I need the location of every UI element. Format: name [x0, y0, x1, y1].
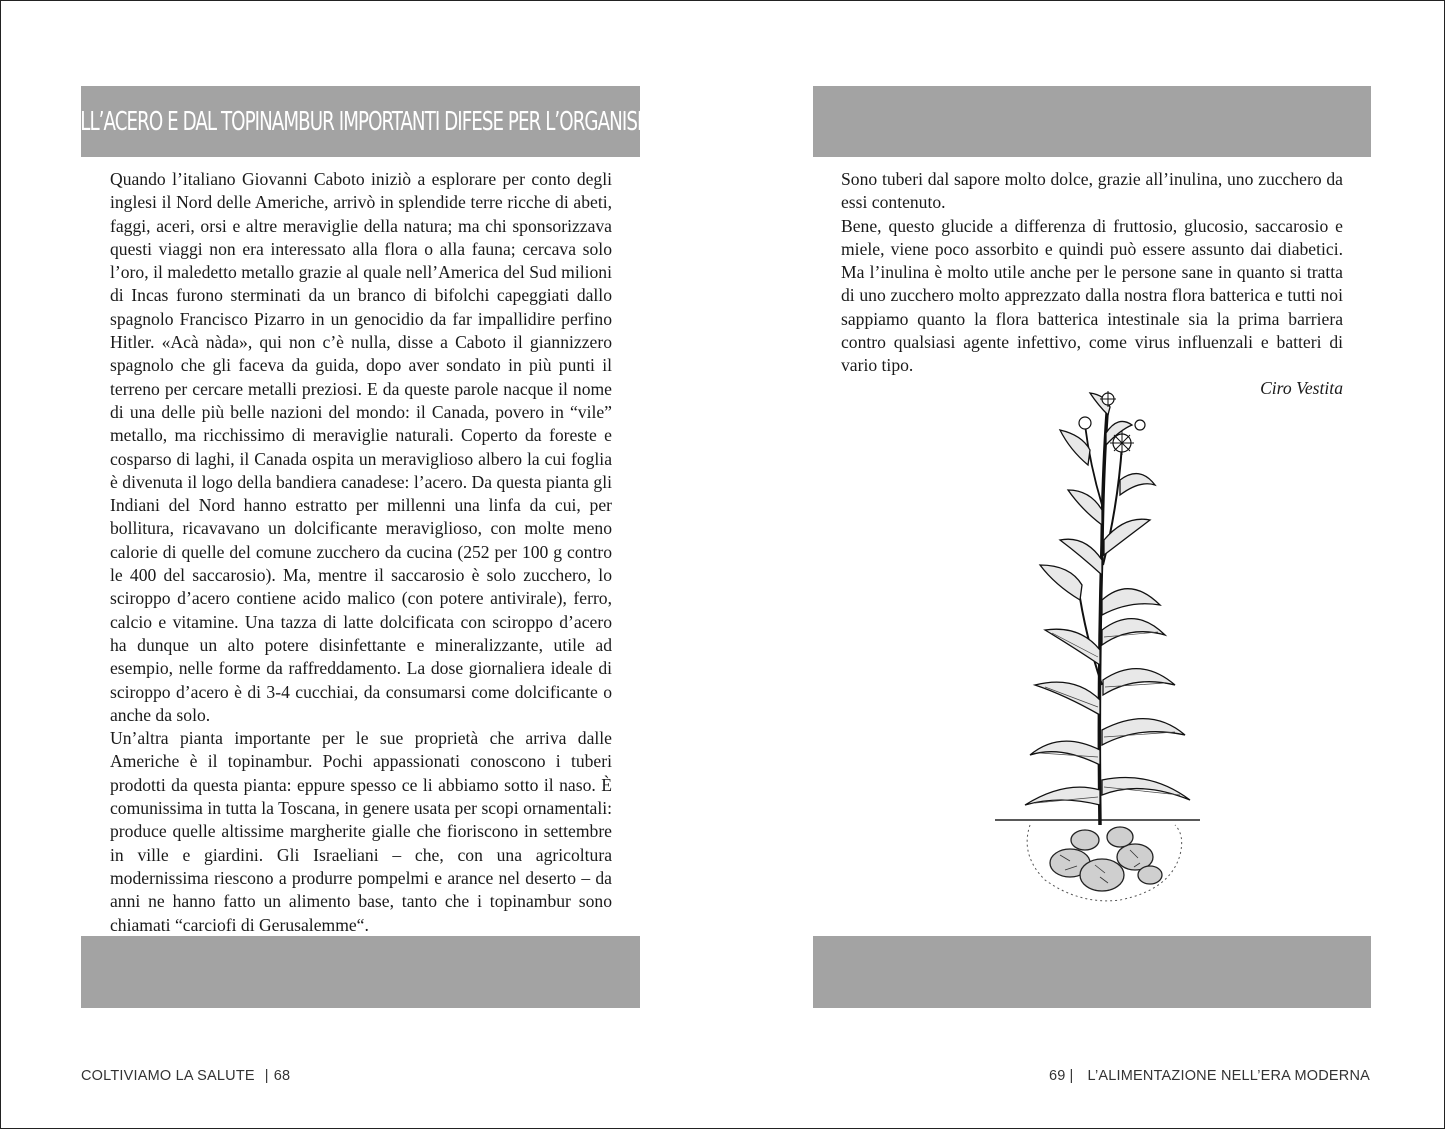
paragraph: Bene, questo glucide a differenza di fruttosio, glucosio, saccarosio e miele, viene poco assorbito e quindi può essere assunto dai diabetici. Ma l’inulina è molto utile anche per le persone sane in quanto si tratta di uno zucchero molto apprezzato dalla nostra flora batterica e tutti noi sappiamo quanto la flora batterica intestinale sia la prima barriera contro qualsiasi agente infettivo, come virus influenzali e batteri di vario tipo.	[841, 215, 1343, 376]
paragraph: Sono tuberi dal sapore molto dolce, grazie all’inulina, uno zucchero da essi contenuto.	[841, 169, 1343, 213]
chapter-title-bar	[55, 86, 666, 157]
right-page-body	[841, 168, 1343, 378]
left-page-body	[110, 168, 612, 937]
bottom-right-banner	[813, 936, 1371, 1008]
right-footer-title: L’ALIMENTAZIONE NELL’ERA MODERNA	[1087, 1068, 1370, 1084]
left-page-number: 68	[273, 1068, 291, 1084]
right-footer: 69 | L’ALIMENTAZIONE NELL’ERA MODERNA	[1048, 1068, 1370, 1084]
bottom-left-banner	[81, 936, 640, 1008]
paragraph: Un’altra pianta importante per le sue proprietà che arriva dalle Americhe è il topinambur. Pochi appassionati conoscono i tuberi prodotti da questa pianta: eppure spesso ce li abbiamo sotto il naso. È comunissima in tutta la Toscana, in genere usata per scopi ornamentali: produce quelle altissime margherite gialle che fioriscono in settembre in ville e giardini. Gli Israeliani – che, con una agricoltura modernissima riescono a produrre pompelmi e arance nel deserto – da anni ne hanno fatto un alimento base, tanto che i topinambur sono chiamati “carciofi di Gerusalemme“.	[110, 728, 612, 935]
left-footer-title: COLTIVIAMO LA SALUTE	[81, 1068, 255, 1084]
chapter-title: DALL’ACERO E DAL TOPINAMBUR IMPORTANTI DIFESE PER L’ORGANISMO	[55, 106, 666, 137]
author-signature: Ciro Vestita	[1260, 378, 1343, 398]
paragraph: Quando l’italiano Giovanni Caboto iniziò a esplorare per conto degli inglesi il Nord delle Americhe, arrivò in splendide terre ricche di abeti, faggi, aceri, orsi e altre meraviglie della natura; ma chi sponsorizzava questi viaggi non era interessato alla flora o alla fauna; cercava solo l’oro, il maledetto metallo grazie al quale nell’America del Sud milioni di Incas furono sterminati da un branco di bifolchi capeggiati dallo spagnolo Francisco Pizarro in un genocidio da far impallidire perfino Hitler. «Acà nàda», qui non c’è nulla, disse a Caboto il giannizzero spagnolo che gli faceva da guida, dopo aver sondato in più punti il terreno per cercare metalli preziosi. E da queste parole nacque il nome di una delle più belle nazioni del mondo: il Canada, povero in “vile” metallo, ma ricchissimo di meraviglie naturali. Coperto da foreste e cosparso di laghi, il Canada ospita un meraviglioso albero la cui foglia è divenuta il logo della bandiera canadese: l’acero. Da questa pianta gli Indiani del Nord hanno estratto per millenni una linfa da cui, per bollitura, ricavavano un dolcificante meraviglioso, con molte meno calorie di quelle del comune zucchero da cucina (252 per 100 g contro le 400 del saccarosio). Ma, mentre il saccarosio è solo zucchero, lo sciroppo d’acero contiene acido malico (con potere antivirale), ferro, calcio e vitamine. Una tazza di latte dolcificata con sciroppo d’acero ha dunque un alto potere disinfettante e mineralizzante, utile ad esempio, nelle forme da raffreddamento. La dose giornaliera ideale di sciroppo d’acero è di 3-4 cucchiai, da consumarsi come dolcificante o anche da solo.	[110, 169, 612, 725]
topinambur-plant-illustration	[990, 385, 1205, 925]
right-page-number: 69	[1048, 1068, 1066, 1084]
top-right-banner	[813, 86, 1371, 157]
left-footer: COLTIVIAMO LA SALUTE | 68	[81, 1068, 291, 1084]
